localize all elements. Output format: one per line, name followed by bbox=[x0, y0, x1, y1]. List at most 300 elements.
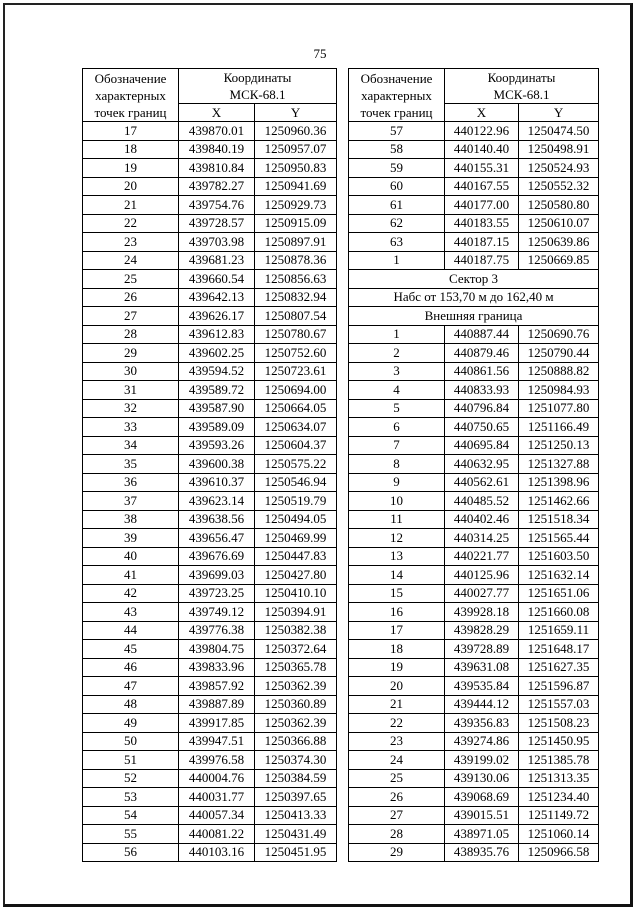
table-row bbox=[83, 510, 337, 529]
y-coord-cell: 1250474.50 bbox=[519, 122, 599, 141]
point-number-cell: 18 bbox=[349, 640, 445, 659]
table-row bbox=[349, 788, 599, 807]
table-row bbox=[349, 714, 599, 733]
y-coord-cell: 1251450.95 bbox=[519, 732, 599, 751]
table-row bbox=[83, 214, 337, 233]
y-coord-cell: 1250752.60 bbox=[255, 344, 337, 363]
point-number-cell: 48 bbox=[83, 695, 179, 714]
y-coord-cell: 1250362.39 bbox=[255, 677, 337, 696]
table-row bbox=[83, 288, 337, 307]
y-coord-cell: 1251462.66 bbox=[519, 492, 599, 511]
table-row bbox=[83, 732, 337, 751]
table-row bbox=[83, 436, 337, 455]
header-y: Y bbox=[519, 104, 599, 122]
y-coord-cell: 1251648.17 bbox=[519, 640, 599, 659]
table-row bbox=[83, 418, 337, 437]
point-number-cell: 55 bbox=[83, 825, 179, 844]
x-coord-cell: 440140.40 bbox=[445, 140, 519, 159]
table-row bbox=[349, 399, 599, 418]
x-coord-cell: 439274.86 bbox=[445, 732, 519, 751]
x-coord-cell: 439699.03 bbox=[179, 566, 255, 585]
y-coord-cell: 1250941.69 bbox=[255, 177, 337, 196]
x-coord-cell: 440861.56 bbox=[445, 362, 519, 381]
point-number-cell: 37 bbox=[83, 492, 179, 511]
y-coord-cell: 1250604.37 bbox=[255, 436, 337, 455]
point-number-cell: 1 bbox=[349, 325, 445, 344]
x-coord-cell: 438935.76 bbox=[445, 843, 519, 862]
table-row bbox=[83, 566, 337, 585]
point-number-cell: 56 bbox=[83, 843, 179, 862]
y-coord-cell: 1251313.35 bbox=[519, 769, 599, 788]
x-coord-cell: 439840.19 bbox=[179, 140, 255, 159]
x-coord-cell: 439015.51 bbox=[445, 806, 519, 825]
y-coord-cell: 1250397.65 bbox=[255, 788, 337, 807]
table-row bbox=[349, 455, 599, 474]
table-row bbox=[83, 344, 337, 363]
x-coord-cell: 439593.26 bbox=[179, 436, 255, 455]
point-number-cell: 62 bbox=[349, 214, 445, 233]
table-row bbox=[83, 473, 337, 492]
point-number-cell: 31 bbox=[83, 381, 179, 400]
point-number-cell: 45 bbox=[83, 640, 179, 659]
x-coord-cell: 440879.46 bbox=[445, 344, 519, 363]
table-row bbox=[83, 658, 337, 677]
point-number-cell: 13 bbox=[349, 547, 445, 566]
y-coord-cell: 1250366.88 bbox=[255, 732, 337, 751]
x-coord-cell: 439626.17 bbox=[179, 307, 255, 326]
x-coord-cell: 439356.83 bbox=[445, 714, 519, 733]
header-coords-title: Координаты МСК-68.1 bbox=[179, 69, 337, 104]
y-coord-cell: 1250524.93 bbox=[519, 159, 599, 178]
x-coord-cell: 439928.18 bbox=[445, 603, 519, 622]
y-coord-cell: 1250610.07 bbox=[519, 214, 599, 233]
y-coord-cell: 1250790.44 bbox=[519, 344, 599, 363]
point-number-cell: 49 bbox=[83, 714, 179, 733]
sector-boundary: Внешняя граница bbox=[349, 307, 599, 326]
table-row bbox=[349, 825, 599, 844]
point-number-cell: 17 bbox=[349, 621, 445, 640]
table-row bbox=[349, 751, 599, 770]
x-coord-cell: 439828.29 bbox=[445, 621, 519, 640]
point-number-cell: 61 bbox=[349, 196, 445, 215]
x-coord-cell: 440031.77 bbox=[179, 788, 255, 807]
table-row bbox=[349, 621, 599, 640]
y-coord-cell: 1250984.93 bbox=[519, 381, 599, 400]
x-coord-cell: 439535.84 bbox=[445, 677, 519, 696]
y-coord-cell: 1250552.32 bbox=[519, 177, 599, 196]
table-row bbox=[83, 251, 337, 270]
point-number-cell: 23 bbox=[83, 233, 179, 252]
y-coord-cell: 1251660.08 bbox=[519, 603, 599, 622]
y-coord-cell: 1251603.50 bbox=[519, 547, 599, 566]
point-number-cell: 12 bbox=[349, 529, 445, 548]
table-row bbox=[349, 233, 599, 252]
y-coord-cell: 1250780.67 bbox=[255, 325, 337, 344]
y-coord-cell: 1250957.07 bbox=[255, 140, 337, 159]
table-row bbox=[349, 806, 599, 825]
x-coord-cell: 439776.38 bbox=[179, 621, 255, 640]
table-row bbox=[83, 122, 337, 141]
table-row bbox=[83, 788, 337, 807]
x-coord-cell: 440183.55 bbox=[445, 214, 519, 233]
y-coord-cell: 1251166.49 bbox=[519, 418, 599, 437]
y-coord-cell: 1250431.49 bbox=[255, 825, 337, 844]
y-coord-cell: 1250498.91 bbox=[519, 140, 599, 159]
y-coord-cell: 1250447.83 bbox=[255, 547, 337, 566]
y-coord-cell: 1251565.44 bbox=[519, 529, 599, 548]
point-number-cell: 4 bbox=[349, 381, 445, 400]
point-number-cell: 41 bbox=[83, 566, 179, 585]
x-coord-cell: 440027.77 bbox=[445, 584, 519, 603]
point-number-cell: 32 bbox=[83, 399, 179, 418]
y-coord-cell: 1250966.58 bbox=[519, 843, 599, 862]
x-coord-cell: 440562.61 bbox=[445, 473, 519, 492]
point-number-cell: 50 bbox=[83, 732, 179, 751]
x-coord-cell: 439676.69 bbox=[179, 547, 255, 566]
table-row bbox=[349, 640, 599, 659]
point-number-cell: 27 bbox=[349, 806, 445, 825]
x-coord-cell: 439976.58 bbox=[179, 751, 255, 770]
table-row bbox=[83, 381, 337, 400]
point-number-cell: 57 bbox=[349, 122, 445, 141]
point-number-cell: 9 bbox=[349, 473, 445, 492]
point-number-cell: 24 bbox=[349, 751, 445, 770]
point-number-cell: 22 bbox=[83, 214, 179, 233]
y-coord-cell: 1250960.36 bbox=[255, 122, 337, 141]
point-number-cell: 52 bbox=[83, 769, 179, 788]
x-coord-cell: 439600.38 bbox=[179, 455, 255, 474]
x-coord-cell: 439857.92 bbox=[179, 677, 255, 696]
y-coord-cell: 1250856.63 bbox=[255, 270, 337, 289]
x-coord-cell: 439917.85 bbox=[179, 714, 255, 733]
point-number-cell: 38 bbox=[83, 510, 179, 529]
y-coord-cell: 1250427.80 bbox=[255, 566, 337, 585]
x-coord-cell: 439728.89 bbox=[445, 640, 519, 659]
right-table-body-b bbox=[349, 325, 599, 862]
point-number-cell: 19 bbox=[83, 159, 179, 178]
coordinates-table-right bbox=[348, 68, 599, 862]
table-row bbox=[349, 695, 599, 714]
x-coord-cell: 440004.76 bbox=[179, 769, 255, 788]
y-coord-cell: 1250664.05 bbox=[255, 399, 337, 418]
y-coord-cell: 1250694.00 bbox=[255, 381, 337, 400]
y-coord-cell: 1250950.83 bbox=[255, 159, 337, 178]
point-number-cell: 19 bbox=[349, 658, 445, 677]
x-coord-cell: 439589.72 bbox=[179, 381, 255, 400]
table-row bbox=[83, 307, 337, 326]
y-coord-cell: 1251508.23 bbox=[519, 714, 599, 733]
y-coord-cell: 1250410.10 bbox=[255, 584, 337, 603]
point-number-cell: 2 bbox=[349, 344, 445, 363]
point-number-cell: 28 bbox=[83, 325, 179, 344]
y-coord-cell: 1250580.80 bbox=[519, 196, 599, 215]
table-row bbox=[83, 584, 337, 603]
point-number-cell: 21 bbox=[349, 695, 445, 714]
point-number-cell: 26 bbox=[349, 788, 445, 807]
table-row bbox=[83, 547, 337, 566]
y-coord-cell: 1250634.07 bbox=[255, 418, 337, 437]
y-coord-cell: 1250494.05 bbox=[255, 510, 337, 529]
table-row bbox=[349, 381, 599, 400]
y-coord-cell: 1251149.72 bbox=[519, 806, 599, 825]
x-coord-cell: 440750.65 bbox=[445, 418, 519, 437]
x-coord-cell: 439947.51 bbox=[179, 732, 255, 751]
table-row bbox=[349, 492, 599, 511]
x-coord-cell: 439887.89 bbox=[179, 695, 255, 714]
table-row bbox=[83, 270, 337, 289]
point-number-cell: 8 bbox=[349, 455, 445, 474]
x-coord-cell: 439870.01 bbox=[179, 122, 255, 141]
point-number-cell: 60 bbox=[349, 177, 445, 196]
x-coord-cell: 439723.25 bbox=[179, 584, 255, 603]
table-row bbox=[83, 640, 337, 659]
y-coord-cell: 1250888.82 bbox=[519, 362, 599, 381]
y-coord-cell: 1250382.38 bbox=[255, 621, 337, 640]
x-coord-cell: 440485.52 bbox=[445, 492, 519, 511]
table-row bbox=[83, 806, 337, 825]
x-coord-cell: 440402.46 bbox=[445, 510, 519, 529]
x-coord-cell: 438971.05 bbox=[445, 825, 519, 844]
x-coord-cell: 439642.13 bbox=[179, 288, 255, 307]
right-table-body-a bbox=[349, 122, 599, 270]
table-row bbox=[349, 677, 599, 696]
point-number-cell: 10 bbox=[349, 492, 445, 511]
point-number-cell: 23 bbox=[349, 732, 445, 751]
y-coord-cell: 1250639.86 bbox=[519, 233, 599, 252]
table-row bbox=[349, 122, 599, 141]
table-row bbox=[349, 418, 599, 437]
x-coord-cell: 440695.84 bbox=[445, 436, 519, 455]
point-number-cell: 28 bbox=[349, 825, 445, 844]
table-row bbox=[349, 547, 599, 566]
header-point-column: Обозначение характерных точек границ bbox=[349, 69, 445, 122]
point-number-cell: 25 bbox=[349, 769, 445, 788]
y-coord-cell: 1251627.35 bbox=[519, 658, 599, 677]
y-coord-cell: 1251659.11 bbox=[519, 621, 599, 640]
x-coord-cell: 440221.77 bbox=[445, 547, 519, 566]
point-number-cell: 43 bbox=[83, 603, 179, 622]
point-number-cell: 44 bbox=[83, 621, 179, 640]
table-row bbox=[83, 843, 337, 862]
point-number-cell: 54 bbox=[83, 806, 179, 825]
x-coord-cell: 439656.47 bbox=[179, 529, 255, 548]
x-coord-cell: 440314.25 bbox=[445, 529, 519, 548]
y-coord-cell: 1251398.96 bbox=[519, 473, 599, 492]
x-coord-cell: 439602.25 bbox=[179, 344, 255, 363]
point-number-cell: 14 bbox=[349, 566, 445, 585]
y-coord-cell: 1250807.54 bbox=[255, 307, 337, 326]
table-row bbox=[349, 251, 599, 270]
x-coord-cell: 439612.83 bbox=[179, 325, 255, 344]
x-coord-cell: 439623.14 bbox=[179, 492, 255, 511]
table-row bbox=[349, 566, 599, 585]
point-number-cell: 33 bbox=[83, 418, 179, 437]
table-row bbox=[83, 621, 337, 640]
point-number-cell: 16 bbox=[349, 603, 445, 622]
table-row bbox=[83, 362, 337, 381]
x-coord-cell: 440122.96 bbox=[445, 122, 519, 141]
table-row bbox=[349, 510, 599, 529]
x-coord-cell: 440155.31 bbox=[445, 159, 519, 178]
table-row bbox=[83, 325, 337, 344]
table-row bbox=[349, 177, 599, 196]
point-number-cell: 22 bbox=[349, 714, 445, 733]
y-coord-cell: 1250878.36 bbox=[255, 251, 337, 270]
table-row bbox=[349, 769, 599, 788]
x-coord-cell: 439782.27 bbox=[179, 177, 255, 196]
table-row bbox=[349, 603, 599, 622]
point-number-cell: 7 bbox=[349, 436, 445, 455]
y-coord-cell: 1250832.94 bbox=[255, 288, 337, 307]
x-coord-cell: 440057.34 bbox=[179, 806, 255, 825]
point-number-cell: 1 bbox=[349, 251, 445, 270]
header-x: X bbox=[445, 104, 519, 122]
point-number-cell: 35 bbox=[83, 455, 179, 474]
table-row bbox=[83, 695, 337, 714]
table-row bbox=[83, 196, 337, 215]
y-coord-cell: 1250469.99 bbox=[255, 529, 337, 548]
x-coord-cell: 439660.54 bbox=[179, 270, 255, 289]
y-coord-cell: 1250546.94 bbox=[255, 473, 337, 492]
y-coord-cell: 1250413.33 bbox=[255, 806, 337, 825]
point-number-cell: 51 bbox=[83, 751, 179, 770]
x-coord-cell: 439728.57 bbox=[179, 214, 255, 233]
x-coord-cell: 440125.96 bbox=[445, 566, 519, 585]
table-row bbox=[349, 473, 599, 492]
point-number-cell: 17 bbox=[83, 122, 179, 141]
table-row bbox=[83, 529, 337, 548]
table-row bbox=[83, 714, 337, 733]
x-coord-cell: 440796.84 bbox=[445, 399, 519, 418]
x-coord-cell: 439068.69 bbox=[445, 788, 519, 807]
x-coord-cell: 439130.06 bbox=[445, 769, 519, 788]
point-number-cell: 63 bbox=[349, 233, 445, 252]
table-row bbox=[349, 344, 599, 363]
point-number-cell: 39 bbox=[83, 529, 179, 548]
table-row bbox=[349, 436, 599, 455]
sector-header bbox=[349, 270, 599, 326]
point-number-cell: 42 bbox=[83, 584, 179, 603]
x-coord-cell: 439199.02 bbox=[445, 751, 519, 770]
x-coord-cell: 440177.00 bbox=[445, 196, 519, 215]
point-number-cell: 18 bbox=[83, 140, 179, 159]
y-coord-cell: 1250575.22 bbox=[255, 455, 337, 474]
y-coord-cell: 1250374.30 bbox=[255, 751, 337, 770]
x-coord-cell: 439681.23 bbox=[179, 251, 255, 270]
y-coord-cell: 1251250.13 bbox=[519, 436, 599, 455]
table-row bbox=[349, 214, 599, 233]
table-row bbox=[349, 159, 599, 178]
x-coord-cell: 439804.75 bbox=[179, 640, 255, 659]
point-number-cell: 29 bbox=[349, 843, 445, 862]
y-coord-cell: 1250723.61 bbox=[255, 362, 337, 381]
point-number-cell: 59 bbox=[349, 159, 445, 178]
point-number-cell: 29 bbox=[83, 344, 179, 363]
table-row bbox=[83, 455, 337, 474]
point-number-cell: 20 bbox=[83, 177, 179, 196]
coordinates-table-left bbox=[82, 68, 337, 862]
point-number-cell: 25 bbox=[83, 270, 179, 289]
x-coord-cell: 439754.76 bbox=[179, 196, 255, 215]
table-row bbox=[349, 325, 599, 344]
y-coord-cell: 1251234.40 bbox=[519, 788, 599, 807]
y-coord-cell: 1251596.87 bbox=[519, 677, 599, 696]
y-coord-cell: 1250669.85 bbox=[519, 251, 599, 270]
y-coord-cell: 1250897.91 bbox=[255, 233, 337, 252]
table-row bbox=[83, 233, 337, 252]
y-coord-cell: 1250360.89 bbox=[255, 695, 337, 714]
x-coord-cell: 440632.95 bbox=[445, 455, 519, 474]
x-coord-cell: 440167.55 bbox=[445, 177, 519, 196]
x-coord-cell: 439703.98 bbox=[179, 233, 255, 252]
point-number-cell: 24 bbox=[83, 251, 179, 270]
y-coord-cell: 1251632.14 bbox=[519, 566, 599, 585]
y-coord-cell: 1250365.78 bbox=[255, 658, 337, 677]
x-coord-cell: 440887.44 bbox=[445, 325, 519, 344]
x-coord-cell: 440833.93 bbox=[445, 381, 519, 400]
table-row bbox=[83, 751, 337, 770]
y-coord-cell: 1251651.06 bbox=[519, 584, 599, 603]
point-number-cell: 36 bbox=[83, 473, 179, 492]
table-row bbox=[349, 732, 599, 751]
y-coord-cell: 1251557.03 bbox=[519, 695, 599, 714]
table-row bbox=[349, 584, 599, 603]
sector-subtitle: Набс от 153,70 м до 162,40 м bbox=[349, 288, 599, 307]
page-number: 75 bbox=[313, 46, 327, 61]
point-number-cell: 53 bbox=[83, 788, 179, 807]
point-number-cell: 46 bbox=[83, 658, 179, 677]
y-coord-cell: 1251385.78 bbox=[519, 751, 599, 770]
point-number-cell: 40 bbox=[83, 547, 179, 566]
y-coord-cell: 1250372.64 bbox=[255, 640, 337, 659]
table-row bbox=[83, 159, 337, 178]
table-row bbox=[349, 529, 599, 548]
x-coord-cell: 440103.16 bbox=[179, 843, 255, 862]
point-number-cell: 58 bbox=[349, 140, 445, 159]
table-row bbox=[83, 399, 337, 418]
x-coord-cell: 439610.37 bbox=[179, 473, 255, 492]
sector-title: Сектор 3 bbox=[349, 270, 599, 289]
y-coord-cell: 1250384.59 bbox=[255, 769, 337, 788]
y-coord-cell: 1250929.73 bbox=[255, 196, 337, 215]
table-row bbox=[349, 196, 599, 215]
table-row bbox=[83, 177, 337, 196]
y-coord-cell: 1250362.39 bbox=[255, 714, 337, 733]
table-row bbox=[83, 603, 337, 622]
point-number-cell: 11 bbox=[349, 510, 445, 529]
y-coord-cell: 1250451.95 bbox=[255, 843, 337, 862]
point-number-cell: 21 bbox=[83, 196, 179, 215]
x-coord-cell: 439594.52 bbox=[179, 362, 255, 381]
x-coord-cell: 439589.09 bbox=[179, 418, 255, 437]
table-row bbox=[349, 843, 599, 862]
point-number-cell: 27 bbox=[83, 307, 179, 326]
point-number-cell: 47 bbox=[83, 677, 179, 696]
point-number-cell: 6 bbox=[349, 418, 445, 437]
left-table-body bbox=[83, 122, 337, 862]
table-row bbox=[349, 658, 599, 677]
y-coord-cell: 1251327.88 bbox=[519, 455, 599, 474]
x-coord-cell: 440187.75 bbox=[445, 251, 519, 270]
x-coord-cell: 439587.90 bbox=[179, 399, 255, 418]
x-coord-cell: 439631.08 bbox=[445, 658, 519, 677]
point-number-cell: 20 bbox=[349, 677, 445, 696]
table-row bbox=[83, 677, 337, 696]
y-coord-cell: 1250519.79 bbox=[255, 492, 337, 511]
x-coord-cell: 440187.15 bbox=[445, 233, 519, 252]
table-row bbox=[349, 362, 599, 381]
table-row bbox=[349, 140, 599, 159]
